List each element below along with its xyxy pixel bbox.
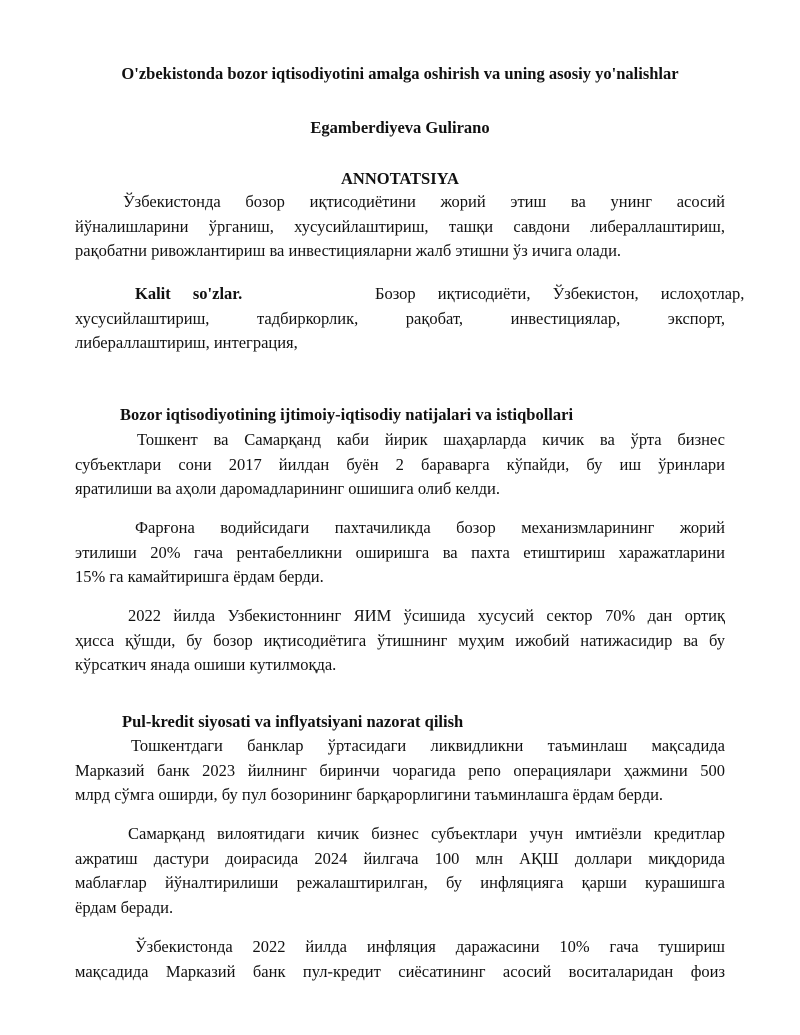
paragraph-line: мақсадида Марказий банк пул-кредит сиёсатининг асосий воситаларидан фоиз [75,961,725,981]
body-paragraph [75,935,725,984]
section-heading: Bozor iqtisodiyotining ijtimoiy-iqtisodiy natijalari va istiqbollari [120,405,574,424]
keywords-line [75,282,745,307]
keywords-paragraph [75,282,745,356]
paragraph-line: млрд сўмга оширди, бу пул бозорининг барқарорлигини таъминлашга ёрдам берди. [75,785,664,805]
paragraph-line: кўрсаткич янада ошиши кутилмоқда. [75,655,337,675]
document-page [75,0,745,1035]
paragraph-line: 2022 йилда Узбекистоннинг ЯИМ ўсишида хусусий сектор 70% дан ортиқ [128,606,725,625]
paragraph-line: 15% га камайтиришга ёрдам берди. [75,567,324,587]
body-paragraph [75,734,725,808]
paragraph-line: этилиши 20% гача рентабелликни оширишга ва пахта етиштириш харажатларини [75,542,725,562]
abstract-paragraph [75,190,725,264]
body-paragraph [75,604,725,678]
keywords-line: либераллаштириш, интеграция, [75,333,298,353]
paragraph-line: Марказий банк 2023 йилнинг биринчи чорагида репо операциялари ҳажмини 500 [75,760,725,780]
author-name: Egamberdiyeva Gulirano [310,118,490,137]
paper-title: O'zbekistonda bozor iqtisodiyotini amalga oshirish va uning asosiy yo'nalishlar [121,64,679,83]
keywords-line: хусусийлаштириш, тадбиркорлик, рақобат, инвестициялар, экспорт, [75,308,725,328]
keywords-list-start: Бозор иқтисодиёти, Ўзбекистон, ислоҳотлар, [374,284,745,303]
paragraph-line: Фарғона водийсидаги пахтачиликда бозор механизмларининг жорий [135,518,725,537]
paragraph-line: Тошкент ва Самарқанд каби йирик шаҳарларда кичик ва ўрта бизнес [137,430,725,449]
paragraph-line: ёрдам беради. [75,897,174,917]
section-heading: Pul-kredit siyosati va inflyatsiyani nazorat qilish [122,712,464,731]
abstract-line: йўналишларини ўрганиш, хусусийлаштириш, ташқи савдони либераллаштириш, [75,216,725,236]
paragraph-line: Ўзбекистонда 2022 йилда инфляция даражасини 10% гача тушириш [135,937,725,956]
keywords-label: Kalit so'zlar. [135,284,243,303]
body-paragraph [75,516,725,590]
paragraph-line: яратилиши ва аҳоли даромадларининг ошишига олиб келди. [75,479,500,499]
paragraph-line: ҳисса қўшди, бу бозор иқтисодиётига ўтишнинг муҳим ижобий натижасидир ва бу [75,630,725,650]
abstract-heading: ANNOTATSIYA [341,169,459,188]
paragraph-line: ажратиш дастури доирасида 2024 йилгача 100 млн АҚШ доллари миқдорида [75,848,725,868]
body-paragraph [75,428,725,502]
paragraph-line: Тошкентдаги банклар ўртасидаги ликвидликни таъминлаш мақсадида [131,736,725,755]
abstract-line: Ўзбекистонда бозор иқтисодиётини жорий этиш ва унинг асосий [123,192,725,211]
body-paragraph [75,822,725,920]
paragraph-line: Самарқанд вилоятидаги кичик бизнес субъектлари учун имтиёзли кредитлар [128,824,725,843]
abstract-line: рақобатни ривожлантириш ва инвестицияларни жалб этишни ўз ичига олади. [75,241,622,261]
paragraph-line: маблағлар йўналтирилиши режалаштирилган, бу инфляцияга қарши курашишга [75,873,725,893]
paragraph-line: субъектлари сони 2017 йилдан буён 2 бараварга кўпайди, бу иш ўринлари [75,454,725,474]
